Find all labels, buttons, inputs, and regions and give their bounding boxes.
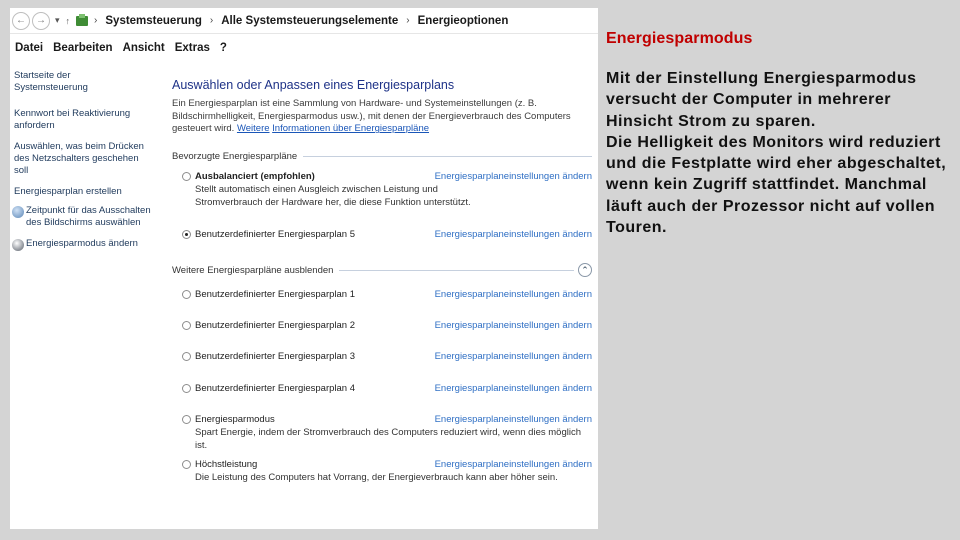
breadcrumb-separator: › [94,15,98,26]
intro-description: Ein Energiesparplan ist eine Sammlung von Hardware- und Systemeinstellungen (z. B. Bildschirmhelligkeit, Energiesparmodus usw.), mit denen der Energieverbrauch des Computers gesteuert wird. [172,98,571,135]
plan-name[interactable]: Ausbalanciert (empfohlen) [195,171,315,182]
plan-custom-4 [182,382,592,395]
sidebar-item-label: Zeitpunkt für das Ausschalten des Bildschirms auswählen [26,205,151,228]
plan-name[interactable]: Benutzerdefinierter Energiesparplan 4 [195,383,356,394]
explanation-title: Energiesparmodus [606,30,753,47]
plan-radio[interactable] [182,321,191,330]
plan-custom-1 [182,288,592,301]
battery-icon [12,239,24,251]
breadcrumb-separator: › [406,15,410,26]
sidebar-item-label: Kennwort bei Reaktivierung anfordern [14,108,131,131]
plan-custom-2 [182,319,592,332]
arrow-up-icon[interactable]: ↑ [65,15,71,26]
sidebar-item-sleep[interactable] [12,238,158,251]
forward-button[interactable] [32,12,50,30]
breadcrumb-energieoptionen[interactable]: Energieoptionen [417,14,509,27]
main-content [168,8,598,529]
arrow-right-icon: → [36,15,46,26]
plan-name[interactable]: Benutzerdefinierter Energiesparplan 2 [195,320,356,331]
change-plan-settings-link[interactable]: Energiesparplaneinstellungen ändern [434,289,592,300]
plan-name[interactable]: Benutzerdefinierter Energiesparplan 3 [195,351,356,362]
chevron-down-icon[interactable]: ▾ [55,15,60,25]
menu-ansicht[interactable]: Ansicht [122,42,165,54]
change-plan-settings-link[interactable]: Energiesparplaneinstellungen ändern [434,459,592,470]
plan-radio[interactable] [182,415,191,424]
sidebar-item-home[interactable] [14,70,146,94]
back-button[interactable] [12,12,30,30]
change-plan-settings-link[interactable]: Energiesparplaneinstellungen ändern [434,414,592,425]
plan-custom-3 [182,350,592,363]
plan-radio-selected[interactable] [182,230,191,239]
plan-custom-5 [182,228,592,241]
plan-balanced [182,170,592,209]
more-plans-header [172,263,592,277]
plan-name[interactable]: Benutzerdefinierter Energiesparplan 1 [195,289,356,300]
arrow-left-icon: ← [16,15,26,26]
control-panel-icon [75,14,89,27]
change-plan-settings-link[interactable]: Energiesparplaneinstellungen ändern [434,383,592,394]
plan-description: Die Leistung des Computers hat Vorrang, der Energieverbrauch kann aber höher sein. [195,472,558,483]
sidebar-item-label: Energiesparplan erstellen [14,186,122,197]
plan-radio[interactable] [182,352,191,361]
sidebar-item-password[interactable] [14,108,146,132]
breadcrumb-all-items[interactable]: Alle Systemsteuerungselemente [221,14,399,27]
control-panel-screenshot [10,8,598,529]
plan-name[interactable]: Höchstleistung [195,459,258,470]
sidebar-item-power-button[interactable] [14,141,146,177]
breadcrumb-separator: › [209,15,214,26]
menu-datei[interactable]: Datei [15,42,44,54]
more-info-link[interactable]: Weitere [236,123,270,135]
monitor-icon [12,206,24,218]
section-label[interactable]: Weitere Energiesparpläne ausblenden [172,264,334,276]
sidebar-item-label: Startseite der Systemsteuerung [14,70,88,93]
sidebar-item-display-off[interactable] [12,205,158,229]
plan-radio[interactable] [182,460,191,469]
collapse-up-icon[interactable]: ⌃ [578,263,592,277]
plan-radio[interactable] [182,172,191,181]
menu-extras[interactable]: Extras [174,42,210,54]
plan-high-performance [182,458,592,485]
plan-radio[interactable] [182,384,191,393]
page-title: Auswählen oder Anpassen eines Energiesparplans [172,78,455,92]
breadcrumb-systemsteuerung[interactable]: Systemsteuerung [105,14,202,27]
section-divider [339,270,574,271]
menu-help[interactable]: ? [219,42,227,54]
explanation-paragraph: Mit der Einstellung Energiesparmodus versucht der Computer in mehrerer Hinsicht Strom zu sparen. [606,70,917,130]
more-info-link-continued[interactable]: Informationen über Energiesparpläne [272,123,430,135]
plan-description: Spart Energie, indem der Stromverbrauch des Computers reduziert wird, wenn dies möglich ist. [195,427,581,451]
plan-name[interactable]: Energiesparmodus [195,414,275,425]
sidebar-item-label: Energiesparmodus ändern [26,238,138,249]
plan-name[interactable]: Benutzerdefinierter Energiesparplan 5 [195,229,356,240]
explanation-panel [606,30,956,238]
change-plan-settings-link[interactable]: Energiesparplaneinstellungen ändern [434,351,592,362]
intro-text [172,98,592,136]
change-plan-settings-link[interactable]: Energiesparplaneinstellungen ändern [434,229,592,240]
explanation-body [606,68,956,238]
plan-radio[interactable] [182,290,191,299]
plan-power-saver [182,413,592,452]
preferred-plans-header [172,151,592,162]
explanation-paragraph: Die Helligkeit des Monitors wird reduziert und die Festplatte wird eher abgeschaltet, wenn kein Zugriff stattfindet. Manchmal läuft auch der Prozessor nicht auf vollen Touren. [606,133,947,237]
menu-bearbeiten[interactable]: Bearbeiten [53,42,113,54]
sidebar-item-create-plan[interactable] [14,186,146,198]
section-divider [303,156,592,157]
change-plan-settings-link[interactable]: Energiesparplaneinstellungen ändern [434,320,592,331]
plan-description: Stellt automatisch einen Ausgleich zwischen Leistung und Stromverbrauch der Hardware her, die diese Funktion unterstützt. [195,184,471,208]
change-plan-settings-link[interactable]: Energiesparplaneinstellungen ändern [434,171,592,182]
sidebar-item-label: Auswählen, was beim Drücken des Netzschalters geschehen soll [14,141,144,176]
section-label: Bevorzugte Energiesparpläne [172,151,298,162]
